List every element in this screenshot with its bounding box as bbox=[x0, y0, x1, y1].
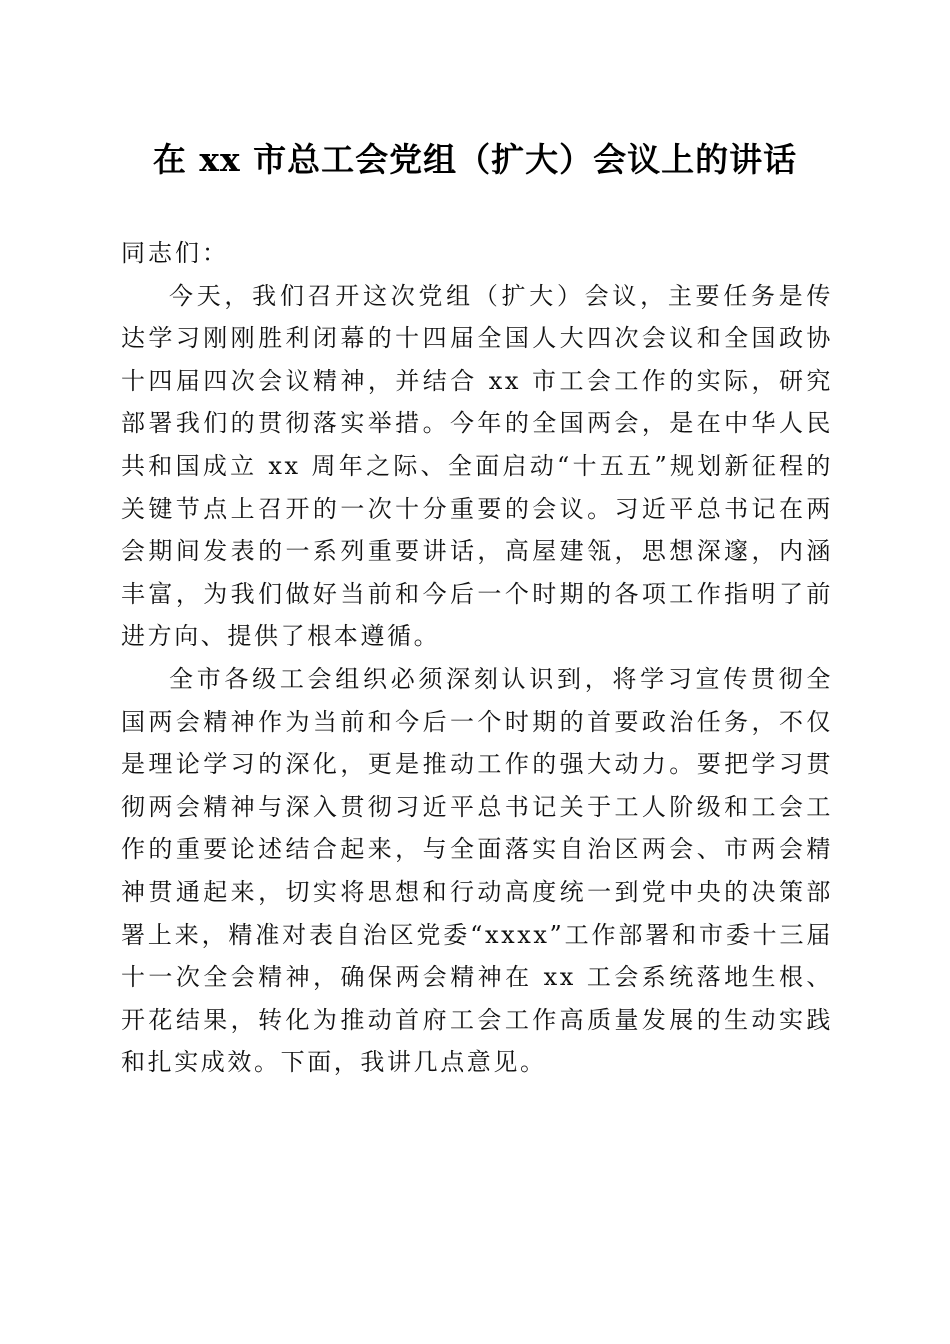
paragraph-2: 全市各级工会组织必须深刻认识到，将学习宣传贯彻全国两会精神作为当前和今后一个时期的首要政治任务，不仅是理论学习的深化，更是推动工作的强大动力。要把学习贯彻两会精神与深入贯彻习近平总书记关于工人阶级和工会工作的重要论述结合起来，与全面落实自治区两会、市两会精神贯通起来，切实将思想和行动高度统一到党中央的决策部署上来，精准对表自治区党委“xxxx”工作部署和市委十三届十一次全会精神，确保两会精神在 xx 工会系统落地生根、开花结果，转化为推动首府工会工作高质量发展的生动实践和扎实成效。下面，我讲几点意见。 bbox=[121, 664, 833, 1077]
paragraph-1: 今天，我们召开这次党组（扩大）会议，主要任务是传达学习刚刚胜利闭幕的十四届全国人大四次会议和全国政协十四届四次会议精神，并结合 xx 市工会工作的实际，研究部署我们的贯彻落实举措。今年的全国两会，是在中华人民共和国成立 xx 周年之际、全面启动“十五五”规划新征程的关键节点上召开的一次十分重要的会议。习近平总书记在两会期间发表的一系列重要讲话，高屋建瓴，思想深邃，内涵丰富，为我们做好当前和今后一个时期的各项工作指明了前进方向、提供了根本遵循。 bbox=[121, 281, 833, 651]
salutation: 同志们： bbox=[121, 239, 229, 267]
document-title: 在 xx 市总工会党组（扩大）会议上的讲话 bbox=[152, 140, 798, 179]
document-body bbox=[121, 232, 833, 1084]
